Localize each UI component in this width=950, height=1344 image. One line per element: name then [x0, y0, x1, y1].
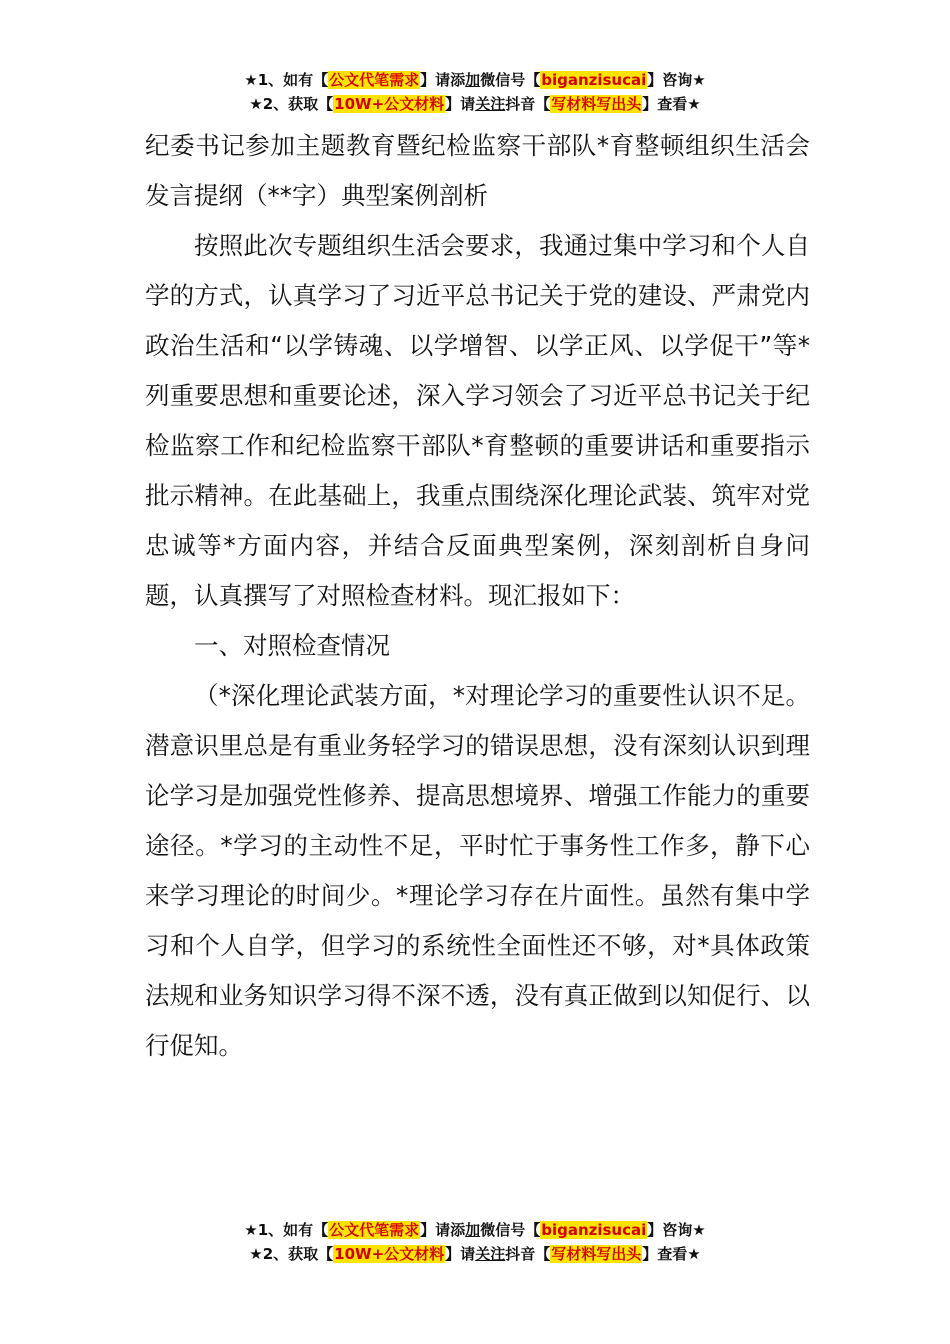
document-title: 纪委书记参加主题教育暨纪检监察干部队*育整顿组织生活会发言提纲（**字）典型案例剖析	[145, 131, 810, 210]
star-icon: ★	[692, 71, 706, 89]
banner-text: 2、获取【	[262, 1245, 334, 1263]
banner-text: 抖音【	[505, 95, 551, 113]
banner-text-underlined: 加	[465, 1221, 481, 1239]
banner-line-1	[0, 1218, 950, 1242]
section-heading: 一、对照检查情况	[194, 631, 390, 660]
banner-text: 抖音【	[505, 1245, 551, 1263]
top-banner	[0, 68, 950, 116]
star-icon: ★	[692, 1221, 706, 1239]
banner-text: 】请	[445, 1245, 476, 1263]
highlight-service: 公文代笔需求	[329, 71, 420, 89]
intro-paragraph: 按照此次专题组织生活会要求，我通过集中学习和个人自学的方式，认真学习了习近平总书记关于党的建设、严肃党内政治生活和“以学铸魂、以学增智、以学正风、以学促干”等*列重要思想和重要论述，深入学习领会了习近平总书记关于纪检监察工作和纪检监察干部队*育整顿的重要讲话和重要指示批示精神。在此基础上，我重点围绕深化理论武装、筑牢对党忠诚等*方面内容，并结合反面典型案例，深刻剖析自身问题，认真撰写了对照检查材料。现汇报如下：	[145, 231, 810, 610]
section-paragraph: （*深化理论武装方面，*对理论学习的重要性认识不足。潜意识里总是有重业务轻学习的错误思想，没有深刻认识到理论学习是加强党性修养、提高思想境界、增强工作能力的重要途径。*学习的主动性不足，平时忙于事务性工作多，静下心来学习理论的时间少。*理论学习存在片面性。虽然有集中学习和个人自学，但学习的系统性全面性还不够，对*具体政策法规和业务知识学习得不深不透，没有真正做到以知促行、以行促知。	[145, 681, 810, 1060]
banner-text-underlined: 关注	[475, 1245, 506, 1263]
star-icon: ★	[687, 1245, 701, 1263]
banner-text: 】咨询	[647, 71, 693, 89]
star-icon: ★	[244, 71, 258, 89]
document-body	[145, 121, 810, 1071]
highlight-materials: 10W+公文材料	[334, 1245, 445, 1263]
highlight-service: 公文代笔需求	[329, 1221, 420, 1239]
banner-text: 】查看	[642, 1245, 688, 1263]
banner-text: 微信号【	[480, 1221, 541, 1239]
banner-text: 】请添	[420, 71, 466, 89]
banner-text: 】请添	[420, 1221, 466, 1239]
banner-text-underlined: 关注	[475, 95, 506, 113]
banner-text: 微信号【	[480, 71, 541, 89]
highlight-materials: 10W+公文材料	[334, 95, 445, 113]
banner-text: 】查看	[642, 95, 688, 113]
star-icon: ★	[249, 1245, 263, 1263]
banner-line-1	[0, 68, 950, 92]
banner-text: 2、获取【	[262, 95, 334, 113]
banner-text: 1、如有【	[257, 71, 329, 89]
banner-text: 】请	[445, 95, 476, 113]
banner-text: 】咨询	[647, 1221, 693, 1239]
highlight-douyin-account: 写材料写出头	[551, 95, 642, 113]
star-icon: ★	[249, 95, 263, 113]
highlight-wechat-id: biganzisucai	[541, 1221, 647, 1239]
star-icon: ★	[244, 1221, 258, 1239]
banner-line-2	[0, 92, 950, 116]
highlight-douyin-account: 写材料写出头	[551, 1245, 642, 1263]
banner-line-2	[0, 1242, 950, 1266]
banner-text: 1、如有【	[257, 1221, 329, 1239]
bottom-banner	[0, 1218, 950, 1266]
star-icon: ★	[687, 95, 701, 113]
highlight-wechat-id: biganzisucai	[541, 71, 647, 89]
banner-text-underlined: 加	[465, 71, 481, 89]
